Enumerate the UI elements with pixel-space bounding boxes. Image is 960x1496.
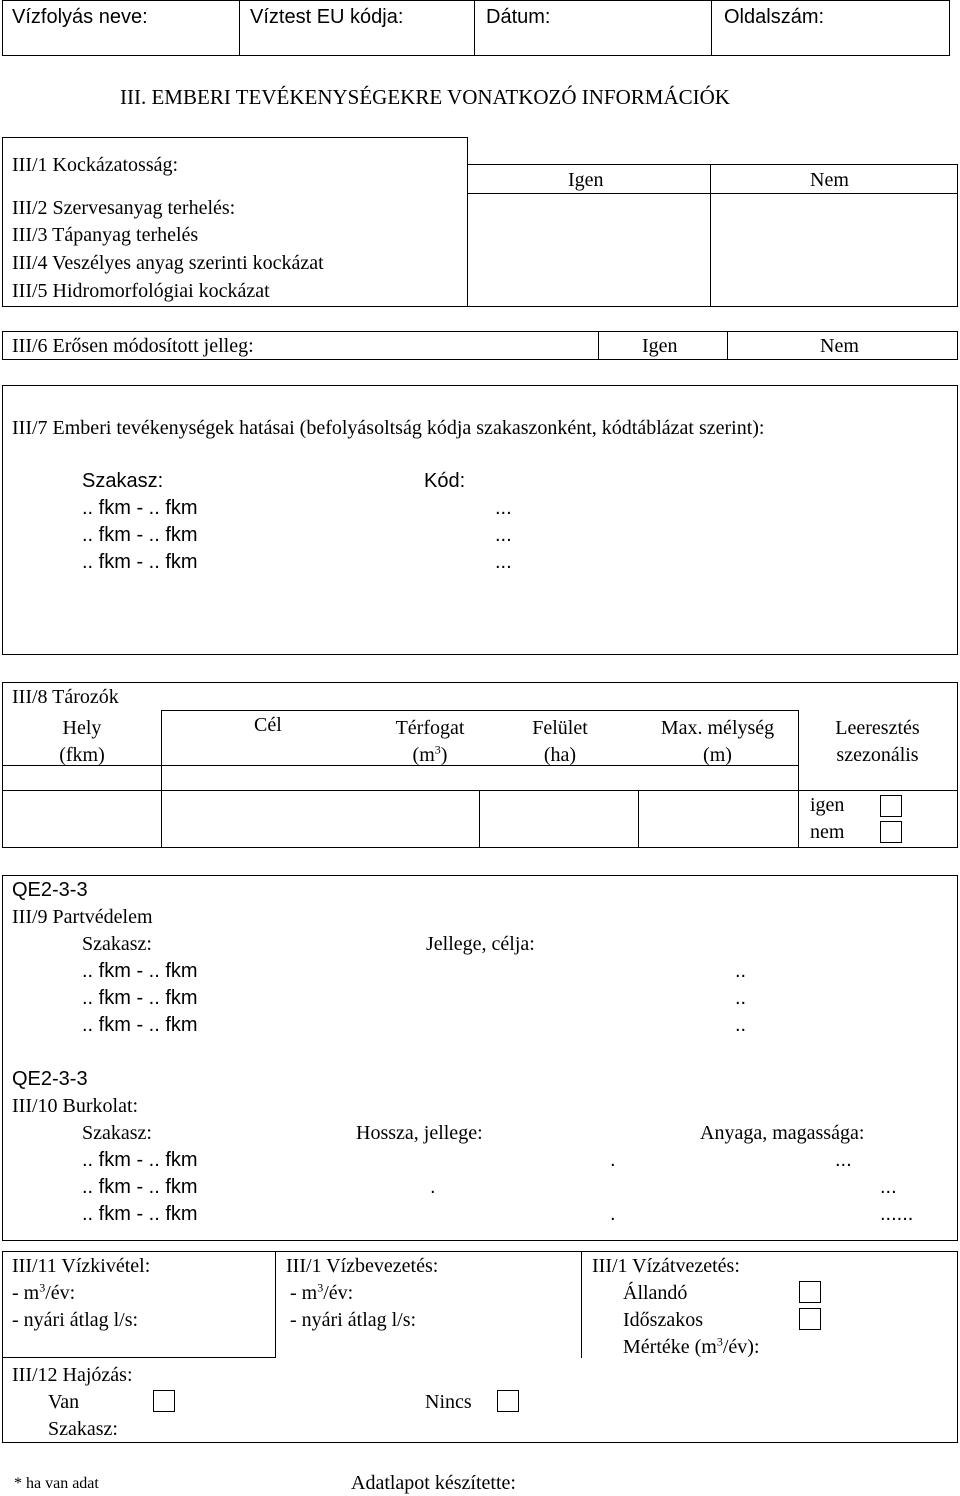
risk-item: III/4 Veszélyes anyag szerinti kockázat (12, 252, 324, 274)
human-impacts-label: III/7 Emberi tevékenységek hatásai (befolyásoltság kódja szakaszonként, kódtáblázat szerint): (12, 417, 765, 439)
abstraction-label: III/11 Vízkivétel: (12, 1255, 151, 1277)
navigation-label: III/12 Hajózás: (12, 1364, 133, 1386)
section-row[interactable]: .. fkm - .. fkm (82, 497, 198, 519)
length-label: Hossza, jellege: (356, 1122, 483, 1144)
col-drawdown: Leeresztés szezonális (835, 717, 920, 766)
discharge-volume[interactable]: - $m^3/év$: (290, 1280, 354, 1304)
section-row[interactable]: .. fkm - .. fkm (82, 551, 198, 573)
heavily-modified-label: III/6 Erősen módosított jelleg: (12, 335, 254, 357)
footer-note: * ha van adat (14, 1475, 99, 1492)
col-purpose: Cél (254, 714, 282, 736)
risk-no-header: Nem (810, 169, 849, 191)
code-row[interactable]: ... (495, 551, 512, 573)
page-number-field[interactable]: Oldalszám: (724, 6, 825, 28)
risk-col-divider (710, 164, 711, 307)
water-use-row-line (2, 1357, 276, 1358)
section-row[interactable]: .. fkm - .. fkm (82, 960, 198, 982)
risk-yes-header: Igen (568, 169, 604, 191)
risk-box-top-left (2, 137, 468, 138)
water-use-divider (275, 1251, 276, 1358)
navigation-section-label[interactable]: Szakasz: (48, 1418, 118, 1440)
drawdown-no-label: nem (810, 821, 845, 843)
revetment-label: III/10 Burkolat: (12, 1095, 139, 1117)
section-row[interactable]: .. fkm - .. fkm (82, 524, 198, 546)
material-row[interactable]: ... (835, 1149, 852, 1171)
heavily-modified-divider (598, 331, 599, 360)
risk-box-top-right (467, 164, 958, 165)
transfer-permanent-checkbox[interactable] (799, 1281, 821, 1303)
transfer-periodic-checkbox[interactable] (799, 1308, 821, 1330)
navigation-yes-label: Van (48, 1391, 80, 1413)
nature-label: Jellege, célja: (426, 933, 535, 955)
risk-box-inner (467, 137, 468, 165)
drawdown-yes-label: igen (810, 794, 845, 816)
prepared-by-field[interactable]: Adatlapot készítette: (351, 1472, 516, 1494)
section-row[interactable]: .. fkm - .. fkm (82, 1014, 198, 1036)
heavily-modified-yes[interactable]: Igen (642, 335, 678, 357)
section-label: Szakasz: (82, 1122, 152, 1144)
navigation-no-checkbox[interactable] (497, 1390, 519, 1412)
drawdown-no-checkbox[interactable] (880, 821, 902, 843)
section-row[interactable]: .. fkm - .. fkm (82, 987, 198, 1009)
nature-row[interactable]: .. (735, 987, 747, 1009)
abstraction-summer[interactable]: - nyári átlag l/s: (12, 1309, 139, 1331)
page-title: III. EMBERI TEVÉKENYSÉGEKRE VONATKOZÓ INFORMÁCIÓK (120, 85, 730, 109)
river-name-field[interactable]: Vízfolyás neve: (12, 6, 148, 28)
eu-code-field[interactable]: Víztest EU kódja: (250, 6, 404, 28)
transfer-periodic-label: Időszakos (623, 1309, 703, 1331)
water-use-divider (581, 1251, 582, 1358)
date-field[interactable]: Dátum: (486, 6, 551, 28)
transfer-label: III/1 Vízátvezetés: (592, 1255, 740, 1277)
reservoir-col-divider (798, 710, 799, 848)
section-row[interactable]: .. fkm - .. fkm (82, 1176, 198, 1198)
heavily-modified-divider (727, 331, 728, 360)
section-row[interactable]: .. fkm - .. fkm (82, 1149, 198, 1171)
risk-yes-cell[interactable] (469, 195, 709, 305)
revetment-code: QE2-3-3 (12, 1068, 88, 1090)
drawdown-yes-checkbox[interactable] (880, 795, 902, 817)
col-volume: Térfogat $(m^3)$ (395, 717, 465, 766)
section-label: Szakasz: (82, 470, 164, 492)
nature-row[interactable]: .. (735, 960, 747, 982)
code-label: Kód: (424, 470, 466, 492)
discharge-summer[interactable]: - nyári átlag l/s: (290, 1309, 417, 1331)
transfer-permanent-label: Állandó (623, 1282, 688, 1304)
length-row[interactable]: . (610, 1149, 616, 1171)
risk-item: III/3 Tápanyag terhelés (12, 224, 199, 246)
risk-header-line (467, 193, 958, 194)
risk-box-bottom (2, 306, 958, 307)
risk-box-inner (467, 164, 468, 307)
heavily-modified-no[interactable]: Nem (820, 335, 859, 357)
navigation-no-label: Nincs (425, 1391, 472, 1413)
nature-row[interactable]: .. (735, 1014, 747, 1036)
bank-protection-code: QE2-3-3 (12, 879, 88, 901)
section-row[interactable]: .. fkm - .. fkm (82, 1203, 198, 1225)
risk-box-left (2, 137, 3, 307)
risk-item: III/5 Hidromorfológiai kockázat (12, 280, 270, 302)
section-label: Szakasz: (82, 933, 152, 955)
code-row[interactable]: ... (495, 497, 512, 519)
risk-box-right (957, 164, 958, 307)
navigation-yes-checkbox[interactable] (153, 1390, 175, 1412)
reservoirs-label: III/8 Tározók (12, 686, 119, 708)
discharge-label: III/1 Vízbevezetés: (286, 1255, 439, 1277)
abstraction-volume[interactable]: - $m^3/év$: (12, 1280, 76, 1304)
bank-protection-label: III/9 Partvédelem (12, 906, 153, 928)
material-label: Anyaga, magassága: (700, 1122, 865, 1144)
code-row[interactable]: ... (495, 524, 512, 546)
length-row[interactable]: . (610, 1203, 616, 1225)
water-use-box (2, 1251, 958, 1443)
header-divider (474, 0, 475, 56)
risk-item: III/1 Kockázatosság: (12, 154, 179, 176)
reservoir-header-top (161, 710, 798, 711)
header-divider (239, 0, 240, 56)
reservoir-row-line (2, 790, 958, 791)
material-row[interactable]: ...... (880, 1203, 914, 1225)
col-location: Hely (fkm) (59, 717, 105, 766)
col-surface: Felület (ha) (532, 717, 588, 766)
header-divider (711, 0, 712, 56)
reservoir-col-divider (161, 710, 162, 848)
material-row[interactable]: ... (880, 1176, 897, 1198)
length-row[interactable]: . (430, 1176, 436, 1198)
col-depth: Max. mélység (m) (660, 717, 775, 766)
transfer-amount[interactable]: Mértéke $(m^3/év)$: (623, 1334, 760, 1358)
reservoir-col-divider (638, 790, 639, 848)
risk-item: III/2 Szervesanyag terhelés: (12, 197, 236, 219)
reservoir-col-divider (479, 790, 480, 848)
risk-no-cell[interactable] (712, 195, 956, 305)
